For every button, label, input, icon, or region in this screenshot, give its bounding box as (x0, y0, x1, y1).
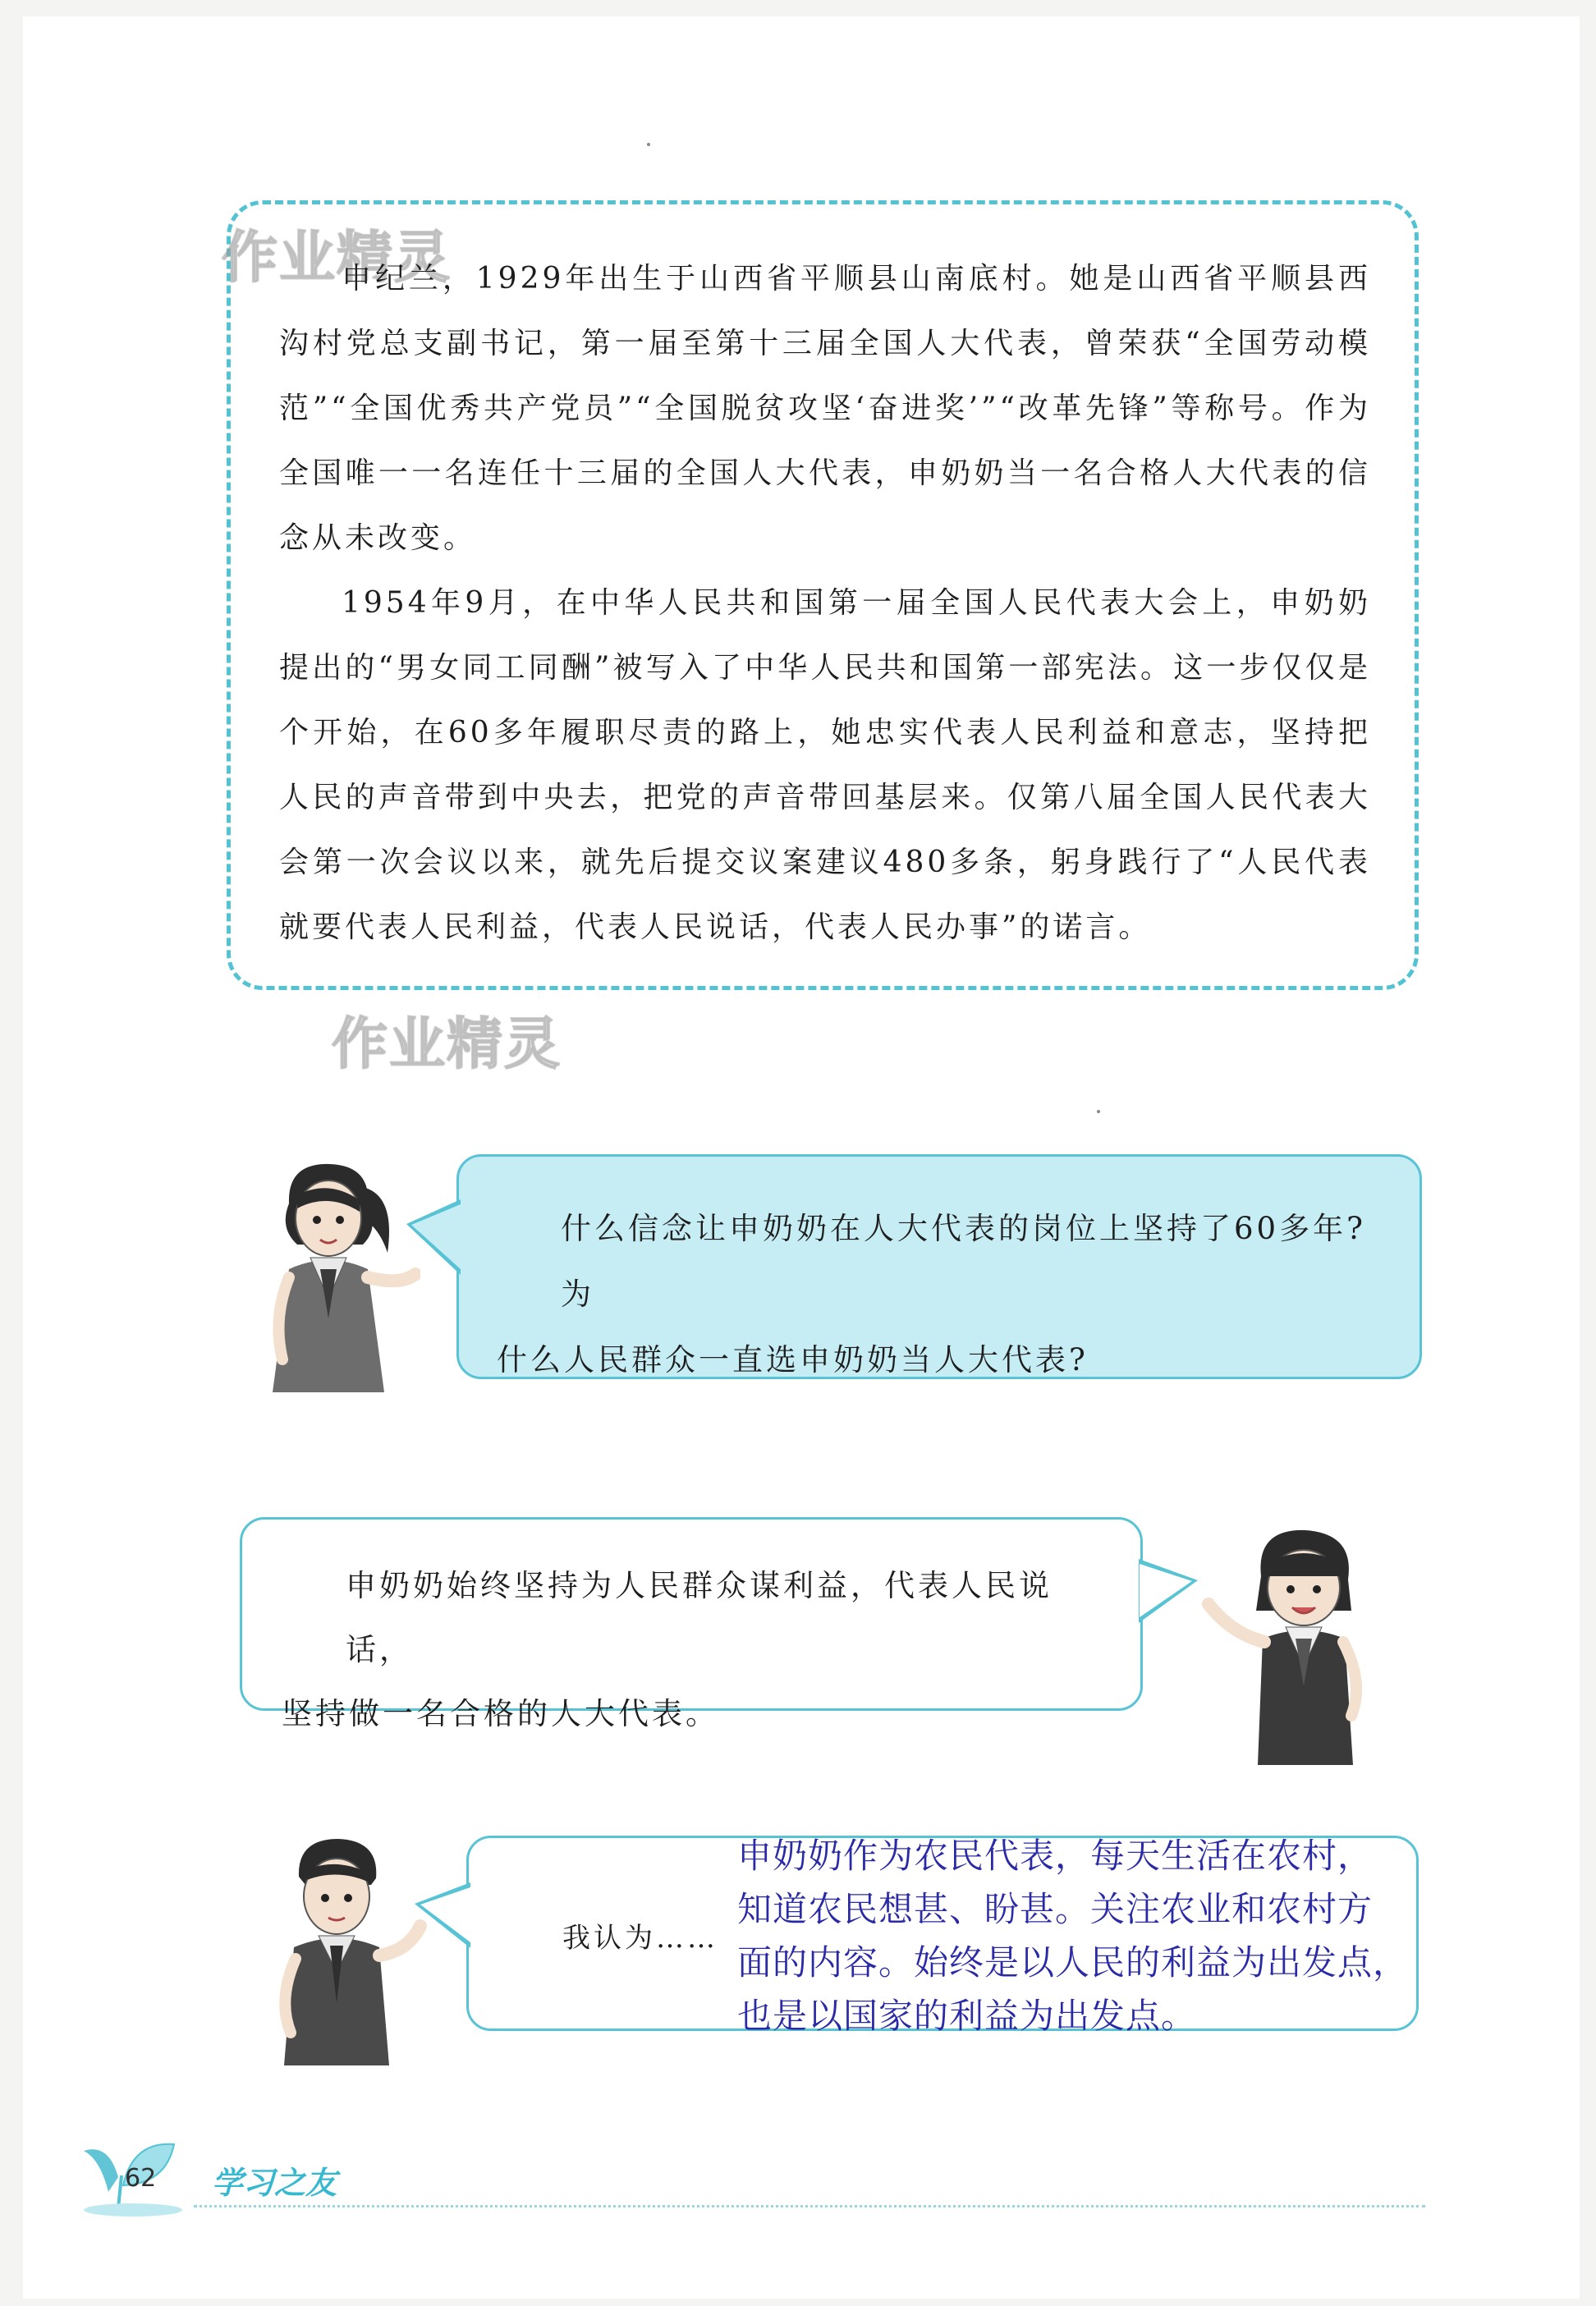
question-text (497, 1196, 1392, 1393)
bubble-tail (1140, 1564, 1192, 1617)
reading-paragraph-1: 申纪兰，1929年出生于山西省平顺县山南底村。她是山西省平顺县西沟村党总支副书记，第一届至第十三届全国人大代表，曾荣获“全国劳动模范”“全国优秀共产党员”“全国脱贫攻坚‘奋进奖’”“改革先锋”等称号。作为全国唯一一名连任十三届的全国人大代表，申奶奶当一名合格人大代表的信念从未改变。 (279, 262, 1371, 555)
bubble-tail (411, 1204, 461, 1269)
watermark: 作业精灵 (222, 226, 452, 291)
question-line-1: 什么信念让申奶奶在人大代表的岗位上坚持了60多年?为 (561, 1211, 1366, 1312)
boy-illustration (248, 1827, 429, 2065)
reading-paragraph-2: 1954年9月，在中华人民共和国第一届全国人民代表大会上，申奶奶提出的“男女同工同酬”被写入了中华人民共和国第一部宪法。这一步仅仅是个开始，在60多年履职尽责的路上，她忠实代表人民利益和意志，坚持把人民的声音带到中央去，把党的声音带回基层来。仅第八届全国人民代表大会第一次会议以来，就先后提交议案建议480多条，躬身践行了“人民代表就要代表人民利益，代表人民说话，代表人民办事”的诺言。 (279, 586, 1371, 944)
reading-passage (279, 246, 1371, 960)
bubble-tail (420, 1887, 470, 1942)
footer-divider (194, 2205, 1425, 2207)
question-line-2: 什么人民群众一直选申奶奶当人大代表? (497, 1342, 1089, 1378)
handwritten-line: 申奶奶作为农民代表，每天生活在农村， (737, 1836, 1374, 1876)
page-number: 62 (125, 2164, 157, 2193)
handwritten-line: 也是以国家的利益为出发点。 (737, 1996, 1197, 2036)
question-bubble (456, 1154, 1422, 1379)
speck (1097, 1110, 1100, 1113)
handwritten-line: 面的内容。始终是以人民的利益为出发点， (737, 1942, 1409, 1983)
watermark: 作业精灵 (332, 1012, 562, 1077)
example-answer-line-2: 坚持做一名合格的人大代表。 (282, 1696, 719, 1731)
example-answer-bubble (240, 1517, 1143, 1731)
girl-illustration (1190, 1519, 1387, 1765)
speck (647, 143, 650, 146)
book-title: 学习之友 (212, 2165, 337, 2201)
handwritten-line: 知道农民想甚、盼甚。关注农业和农村方 (737, 1889, 1374, 1929)
example-answer-text (282, 1554, 1119, 1746)
my-view-prompt: 我认为…… (562, 1922, 718, 1955)
example-answer-line-1: 申奶奶始终坚持为人民群众谋利益，代表人民说话， (346, 1568, 1053, 1667)
handwritten-answer (737, 1829, 1427, 2042)
girl-illustration (240, 1154, 420, 1392)
